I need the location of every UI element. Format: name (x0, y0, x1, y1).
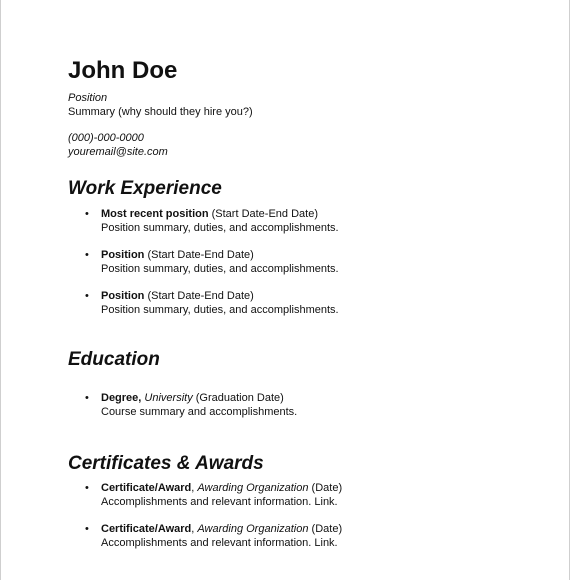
entry-role: Most recent position (101, 208, 209, 220)
entry-separator: , (191, 523, 198, 535)
entry-detail: Course summary and accomplishments. (101, 406, 298, 418)
work-experience-heading: Work Experience (68, 178, 222, 199)
education-heading: Education (68, 349, 160, 370)
entry-dates: (Start Date-End Date) (144, 249, 254, 261)
work-entry (85, 248, 545, 276)
entry-university: University (141, 392, 193, 404)
certificate-entry (85, 522, 545, 550)
entry-dates: (Date) (308, 523, 343, 535)
entry-award: Certificate/Award (101, 482, 192, 494)
entry-dates: (Date) (308, 482, 343, 494)
entry-detail: Position summary, duties, and accomplishments. (101, 304, 339, 316)
entry-award: Certificate/Award (101, 523, 192, 535)
position-text: Position (68, 92, 108, 104)
certificate-entry (85, 481, 545, 509)
entry-degree: Degree, (101, 392, 142, 404)
entry-organization: Awarding Organization (197, 523, 309, 535)
summary-text: Summary (why should they hire you?) (68, 106, 253, 118)
entry-organization: Awarding Organization (197, 482, 309, 494)
person-name: John Doe (68, 57, 178, 84)
work-entry (85, 207, 545, 235)
entry-detail: Position summary, duties, and accomplishments. (101, 263, 339, 275)
certificates-heading: Certificates & Awards (68, 453, 264, 474)
bullet-icon: • (85, 249, 89, 261)
bullet-icon: • (85, 482, 89, 494)
email-text: youremail@site.com (68, 146, 168, 158)
work-entry (85, 289, 545, 317)
bullet-icon: • (85, 523, 89, 535)
bullet-icon: • (85, 392, 89, 404)
entry-detail: Accomplishments and relevant information. Link. (101, 496, 338, 508)
bullet-icon: • (85, 290, 89, 302)
entry-role: Position (101, 249, 145, 261)
entry-detail: Position summary, duties, and accomplishments. (101, 222, 339, 234)
entry-dates: (Graduation Date) (192, 392, 284, 404)
entry-role: Position (101, 290, 145, 302)
bullet-icon: • (85, 208, 89, 220)
entry-dates: (Start Date-End Date) (208, 208, 318, 220)
phone-text: (000)-000-0000 (68, 132, 144, 144)
entry-dates: (Start Date-End Date) (144, 290, 254, 302)
education-entry (85, 391, 545, 419)
entry-separator: , (191, 482, 198, 494)
entry-detail: Accomplishments and relevant information. Link. (101, 537, 338, 549)
